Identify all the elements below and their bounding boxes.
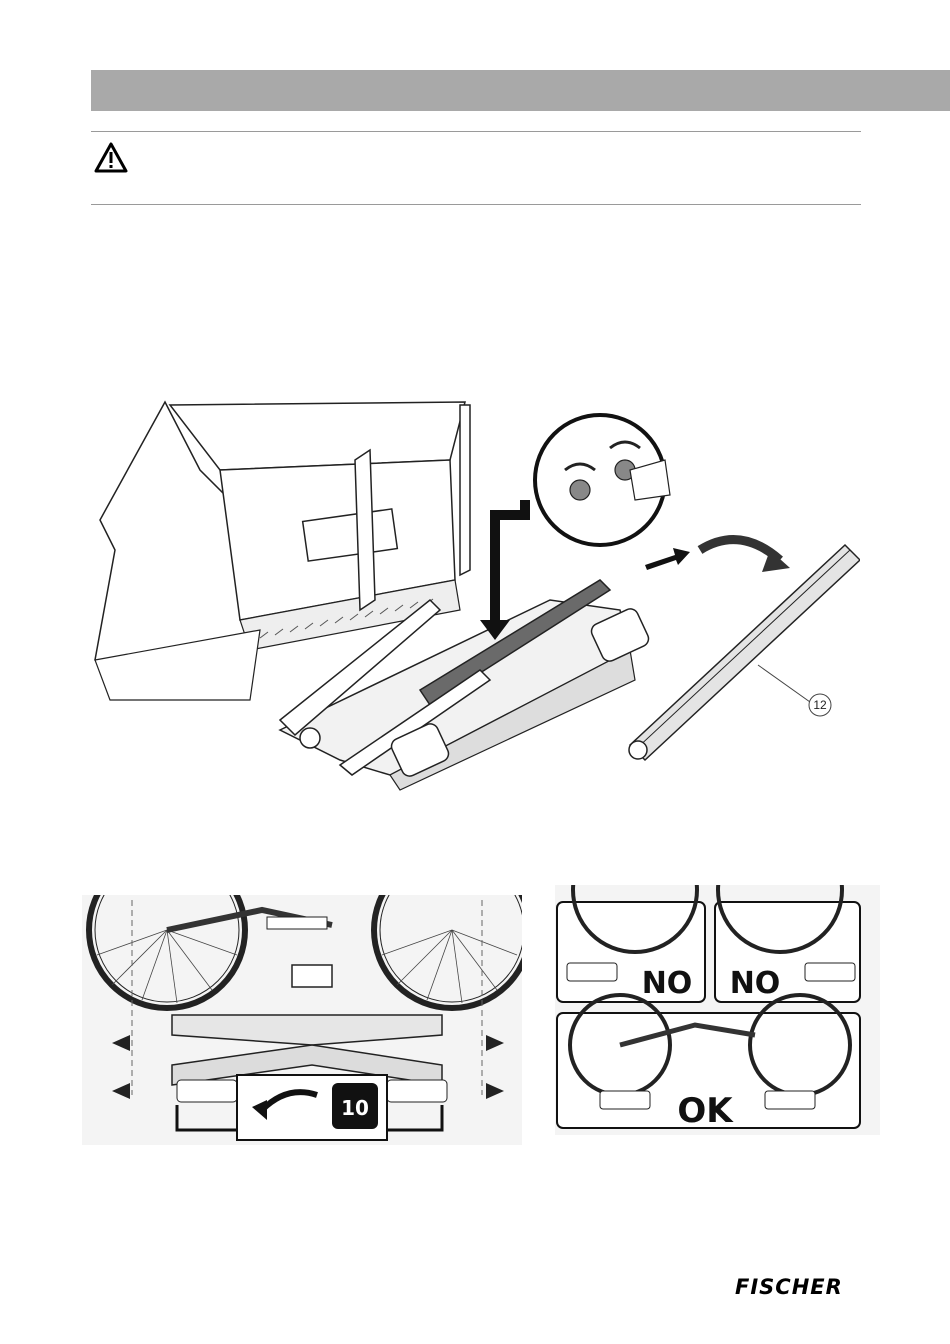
check-panel-bottom-label: OK bbox=[677, 1091, 733, 1131]
callout-number-12: 12 bbox=[813, 698, 827, 712]
check-panel-right-label: NO bbox=[729, 966, 781, 1001]
position-check-illustration bbox=[555, 885, 880, 1135]
check-panel-left-label: NO bbox=[641, 966, 693, 1001]
warning-triangle-icon bbox=[94, 142, 128, 174]
torque-badge-number: 10 bbox=[341, 1096, 369, 1120]
warning-bottom-rule bbox=[91, 204, 861, 205]
brand-logo: FISCHER bbox=[735, 1275, 843, 1299]
main-assembly-illustration bbox=[90, 400, 860, 800]
section-header-bar bbox=[91, 70, 950, 111]
warning-top-rule bbox=[91, 131, 861, 132]
bike-alignment-illustration bbox=[82, 895, 522, 1145]
